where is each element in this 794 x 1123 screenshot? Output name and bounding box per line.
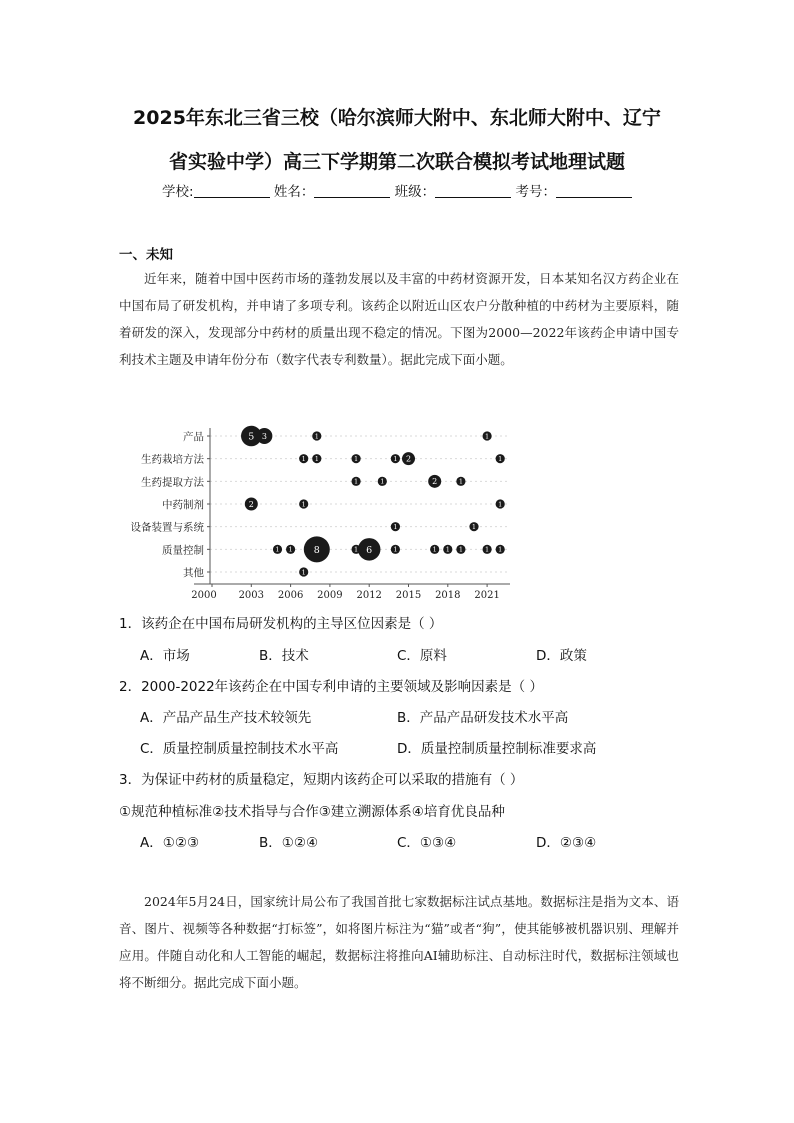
x-tick-label: 2000 [191,590,217,601]
q2-option-b[interactable]: B．产品产品研发技术水平高 [397,710,569,726]
title-line-1: 2025年东北三省三校（哈尔滨师大附中、东北师大附中、辽宁 [133,107,661,129]
passage-2: 2024年5月24日，国家统计局公布了我国首批七家数据标注试点基地。数据标注是指为文本、语音、图片、视频等各种数据“打标签”，如将图片标注为“猫”或者“狗”，使其能够被机器识别、理解并应用。伴随自动化和人工智能的崛起，数据标注将推向AI辅助标注、自动标注时代，数据标注领域也将不断细分。据此完成下面小题。 [119,894,679,990]
bubble-label: 8 [313,544,320,556]
bubble-label: 5 [248,431,255,443]
bubble-label: 1 [458,545,463,554]
bubble-label: 6 [366,544,373,556]
bubble-1-2022 [496,454,505,463]
number-label: 考号： [515,184,556,200]
bubble-label: 1 [354,545,359,554]
bubble-0-2008 [312,431,321,440]
bubble-1-2014 [391,454,400,463]
bubble-5-2019 [456,545,465,554]
y-tick-label: 设备装置与系统 [130,521,204,534]
bubble-4-2014 [391,522,400,531]
q2-option-d[interactable]: D．质量控制质量控制标准要求高 [397,741,597,757]
class-blank[interactable] [435,183,511,198]
bubble-5-2008 [304,536,330,562]
bubble-label: 2 [248,499,254,509]
bubble-label: 1 [485,545,490,554]
school-label: 学校: [162,184,194,200]
bubble-1-2011 [352,454,361,463]
school-blank[interactable] [194,183,270,198]
bubble-5-2005 [273,545,282,554]
bubble-label: 2 [432,477,438,487]
bubble-label: 1 [275,545,280,554]
q2-option-a[interactable]: A．产品产品生产技术较领先 [140,710,312,726]
bubble-label: 1 [301,568,306,577]
chart-x-labels [191,590,500,601]
q3-option-a[interactable]: A．①②③ [140,835,200,851]
bubble-5-2018 [443,545,452,554]
bubble-3-2022 [496,499,505,508]
bubble-3-2003 [245,497,258,510]
q3-option-b[interactable]: B．①②④ [259,835,319,851]
question-2-stem: 2．2000-2022年该药企在中国专利申请的主要领域及影响因素是（ ） [119,679,543,695]
question-1-stem: 1．该药企在中国布局研发机构的主导区位因素是（ ） [119,616,443,632]
y-tick-label: 质量控制 [162,544,204,557]
q1-option-a[interactable]: A．市场 [140,648,190,664]
bubble-label: 3 [261,431,267,441]
bubble-label: 1 [314,455,319,464]
exam-title [110,96,684,184]
bubble-label: 1 [485,432,490,441]
bubble-6-2007 [299,567,308,576]
bubble-5-2022 [496,545,505,554]
student-info-line [0,180,794,200]
bubble-label: 1 [471,523,477,532]
name-label: 姓名： [273,184,315,200]
chart-y-labels [131,430,205,579]
q3-option-d[interactable]: D．②③④ [536,835,597,851]
bubble-5-2021 [483,545,492,554]
bubble-label: 1 [301,455,306,464]
bubble-1-2008 [312,454,321,463]
bubble-2-2013 [378,477,387,486]
bubble-0-2004 [256,428,272,444]
q1-option-b[interactable]: B．技术 [259,648,309,664]
chart-bubbles [241,426,505,577]
class-label: 班级： [394,184,436,200]
bubble-4-2020 [469,522,478,531]
y-tick-label: 中药制剂 [162,499,204,511]
patent-distribution-chart [118,422,518,604]
bubble-label: 1 [354,477,359,486]
bubble-3-2007 [299,499,308,508]
bubble-label: 1 [393,545,398,554]
bubble-label: 1 [314,432,319,441]
x-tick-label: 2006 [277,590,304,601]
passage-1: 近年来，随着中国中医药市场的蓬勃发展以及丰富的中药材资源开发，日本某知名汉方药企业在中国布局了研发机构，并申请了多项专利。该药企以附近山区农户分散种植的中药材为主要原料，随着研发的深入，发现部分中药材的质量出现不稳定的情况。下图为2000—2022年该药企申请中国专利技术主题及申请年份分布（数字代表专利数量）。据此完成下面小题。 [119,271,679,367]
chart-axes [194,428,510,587]
bubble-2-2017 [428,475,441,488]
bubble-5-2017 [430,545,439,554]
title-line-2: 省实验中学）高三下学期第二次联合模拟考试地理试题 [168,151,625,173]
x-tick-label: 2021 [474,590,500,601]
bubble-label: 1 [301,500,306,509]
question-3-stem: 3．为保证中药材的质量稳定，短期内该药企可以采取的措施有（ ） [119,772,524,788]
question-3-statement: ①规范种植标准②技术指导与合作③建立溯源体系④培育优良品种 [119,804,505,820]
bubble-1-2007 [299,454,308,463]
bubble-2-2019 [456,477,465,486]
y-tick-label: 产品 [183,431,204,443]
q1-option-c[interactable]: C．原料 [397,648,447,664]
bubble-label: 2 [405,454,412,464]
x-tick-label: 2015 [395,590,422,601]
q1-option-d[interactable]: D．政策 [536,648,587,664]
bubble-label: 1 [380,477,385,486]
name-blank[interactable] [314,183,390,198]
bubble-5-2012 [358,538,381,561]
bubble-label: 1 [445,545,450,554]
bubble-1-2015 [402,452,415,465]
bubble-2-2011 [352,477,361,486]
y-tick-label: 其他 [183,567,204,579]
bubble-label: 1 [498,500,503,509]
bubble-label: 1 [354,455,359,464]
bubble-label: 1 [498,455,503,464]
bubble-label: 1 [393,523,398,532]
x-tick-label: 2012 [356,590,382,601]
x-tick-label: 2009 [317,590,343,601]
bubble-label: 1 [458,477,463,486]
bubble-5-2014 [391,545,400,554]
x-tick-label: 2018 [435,590,461,601]
q2-option-c[interactable]: C．质量控制质量控制技术水平高 [140,741,339,757]
bubble-0-2021 [483,431,492,440]
y-tick-label: 生药栽培方法 [141,453,204,466]
q3-option-c[interactable]: C．①③④ [397,835,457,851]
section-title: 一、未知 [119,247,173,263]
bubble-5-2006 [286,545,295,554]
bubble-label: 1 [288,545,293,554]
bubble-label: 1 [498,545,503,554]
number-blank[interactable] [556,183,632,198]
y-tick-label: 生药提取方法 [141,476,204,489]
bubble-label: 1 [432,545,437,554]
bubble-label: 1 [393,455,398,464]
x-tick-label: 2003 [238,590,265,601]
